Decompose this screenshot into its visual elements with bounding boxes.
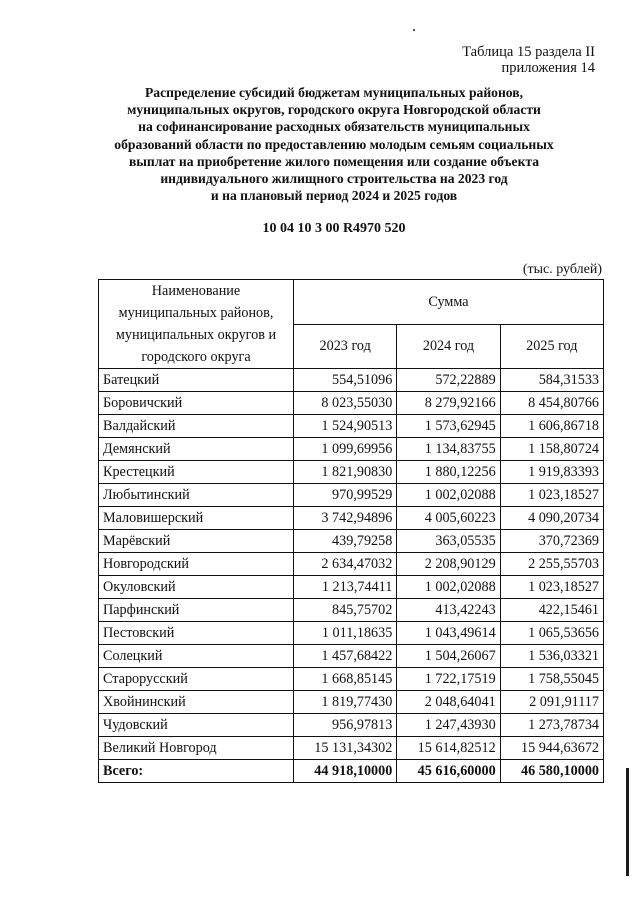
- cell-2023: 554,51096: [294, 369, 397, 392]
- cell-district-name: Марёвский: [99, 530, 294, 553]
- cell-2023: 1 099,69956: [294, 438, 397, 461]
- table-row: [99, 530, 604, 553]
- table-row: [99, 737, 604, 760]
- cell-district-name: Новгородский: [99, 553, 294, 576]
- cell-2024: 2 048,64041: [397, 691, 500, 714]
- table-row: [99, 599, 604, 622]
- table-row: [99, 714, 604, 737]
- cell-2024: 1 880,12256: [397, 461, 500, 484]
- cell-total-2023: 44 918,10000: [294, 760, 397, 783]
- units-label: (тыс. рублей): [522, 262, 602, 277]
- cell-2025: 2 091,91117: [500, 691, 603, 714]
- subsidy-table: [98, 279, 604, 783]
- cell-district-name: Пестовский: [99, 622, 294, 645]
- column-header-2025: 2025 год: [500, 324, 603, 369]
- cell-2024: 2 208,90129: [397, 553, 500, 576]
- table-row: [99, 369, 604, 392]
- table-total-row: [99, 760, 604, 783]
- cell-district-name: Боровичский: [99, 392, 294, 415]
- cell-2024: 1 134,83755: [397, 438, 500, 461]
- cell-2023: 956,97813: [294, 714, 397, 737]
- cell-2024: 413,42243: [397, 599, 500, 622]
- cell-2025: 1 273,78734: [500, 714, 603, 737]
- table-reference-line1: Таблица 15 раздела II: [462, 44, 595, 60]
- table-row: [99, 691, 604, 714]
- title-line: и на плановый период 2024 и 2025 годов: [210, 188, 458, 204]
- cell-district-name: Крестецкий: [99, 461, 294, 484]
- cell-2025: 2 255,55703: [500, 553, 603, 576]
- header-line: муниципальных районов,: [118, 305, 274, 321]
- cell-2024: 1 573,62945: [397, 415, 500, 438]
- scan-speck: [413, 29, 415, 31]
- cell-district-name: Чудовский: [99, 714, 294, 737]
- cell-total-2024: 45 616,60000: [397, 760, 500, 783]
- cell-2025: 422,15461: [500, 599, 603, 622]
- table-row: [99, 668, 604, 691]
- document-title: [100, 84, 568, 204]
- cell-2023: 439,79258: [294, 530, 397, 553]
- table-row: [99, 622, 604, 645]
- cell-district-name: Батецкий: [99, 369, 294, 392]
- table-row: [99, 645, 604, 668]
- cell-2023: 2 634,47032: [294, 553, 397, 576]
- cell-2024: 8 279,92166: [397, 392, 500, 415]
- column-header-sum: Сумма: [294, 280, 604, 325]
- title-line: выплат на приобретение жилого помещения или создание объекта: [128, 153, 540, 169]
- title-line: на софинансирование расходных обязательств муниципальных: [138, 119, 530, 135]
- cell-2023: 1 213,74411: [294, 576, 397, 599]
- cell-2025: 1 158,80724: [500, 438, 603, 461]
- cell-district-name: Старорусский: [99, 668, 294, 691]
- cell-district-name: Окуловский: [99, 576, 294, 599]
- table-row: [99, 461, 604, 484]
- title-line: индивидуального жилищного строительства на 2023 год: [160, 171, 508, 187]
- cell-2024: 1 247,43930: [397, 714, 500, 737]
- cell-district-name: Парфинский: [99, 599, 294, 622]
- cell-2024: 1 002,02088: [397, 576, 500, 599]
- cell-2025: 1 919,83393: [500, 461, 603, 484]
- cell-2024: 15 614,82512: [397, 737, 500, 760]
- cell-2025: 4 090,20734: [500, 507, 603, 530]
- cell-2023: 1 821,90830: [294, 461, 397, 484]
- cell-2025: 1 065,53656: [500, 622, 603, 645]
- cell-2025: 8 454,80766: [500, 392, 603, 415]
- title-line: Распределение субсидий бюджетам муниципальных районов,: [144, 85, 524, 100]
- cell-2025: 1 023,18527: [500, 576, 603, 599]
- header-line: муниципальных округов и: [115, 327, 277, 343]
- cell-district-name: Любытинский: [99, 484, 294, 507]
- cell-2025: 15 944,63672: [500, 737, 603, 760]
- cell-2023: 8 023,55030: [294, 392, 397, 415]
- column-header-2024: 2024 год: [397, 324, 500, 369]
- cell-2025: 370,72369: [500, 530, 603, 553]
- table-body: [99, 369, 604, 783]
- cell-2025: 584,31533: [500, 369, 603, 392]
- header-line: Наименование: [151, 283, 241, 299]
- table-row: [99, 507, 604, 530]
- cell-2024: 1 002,02088: [397, 484, 500, 507]
- cell-2024: 572,22889: [397, 369, 500, 392]
- table-row: [99, 392, 604, 415]
- cell-2023: 1 524,90513: [294, 415, 397, 438]
- cell-2023: 1 011,18635: [294, 622, 397, 645]
- cell-district-name: Демянский: [99, 438, 294, 461]
- cell-district-name: Великий Новгород: [99, 737, 294, 760]
- cell-2024: 1 043,49614: [397, 622, 500, 645]
- budget-code: 10 04 10 3 00 R4970 520: [262, 221, 406, 236]
- cell-2023: 3 742,94896: [294, 507, 397, 530]
- table-row: [99, 438, 604, 461]
- column-header-name: [99, 280, 294, 369]
- table-row: [99, 576, 604, 599]
- table-reference: [462, 44, 595, 76]
- cell-district-name: Хвойнинский: [99, 691, 294, 714]
- cell-2025: 1 536,03321: [500, 645, 603, 668]
- cell-2023: 15 131,34302: [294, 737, 397, 760]
- cell-2023: 970,99529: [294, 484, 397, 507]
- scan-edge-mark: [626, 768, 629, 876]
- cell-2024: 1 504,26067: [397, 645, 500, 668]
- cell-district-name: Валдайский: [99, 415, 294, 438]
- cell-2025: 1 758,55045: [500, 668, 603, 691]
- table-row: [99, 415, 604, 438]
- cell-2023: 1 668,85145: [294, 668, 397, 691]
- cell-2024: 1 722,17519: [397, 668, 500, 691]
- table-row: [99, 553, 604, 576]
- cell-2025: 1 023,18527: [500, 484, 603, 507]
- header-line: городского округа: [141, 349, 251, 365]
- cell-2025: 1 606,86718: [500, 415, 603, 438]
- table-row: [99, 484, 604, 507]
- cell-2023: 1 819,77430: [294, 691, 397, 714]
- cell-total-label: Всего:: [99, 760, 294, 783]
- cell-total-2025: 46 580,10000: [500, 760, 603, 783]
- title-line: образований области по предоставлению молодым семьям социальных: [114, 136, 554, 152]
- cell-2023: 845,75702: [294, 599, 397, 622]
- table-reference-line2: приложения 14: [501, 60, 595, 76]
- column-header-2023: 2023 год: [294, 324, 397, 369]
- cell-2023: 1 457,68422: [294, 645, 397, 668]
- title-line: муниципальных округов, городского округа Новгородской области: [127, 102, 541, 118]
- cell-2024: 4 005,60223: [397, 507, 500, 530]
- cell-district-name: Солецкий: [99, 645, 294, 668]
- cell-2024: 363,05535: [397, 530, 500, 553]
- cell-district-name: Маловишерский: [99, 507, 294, 530]
